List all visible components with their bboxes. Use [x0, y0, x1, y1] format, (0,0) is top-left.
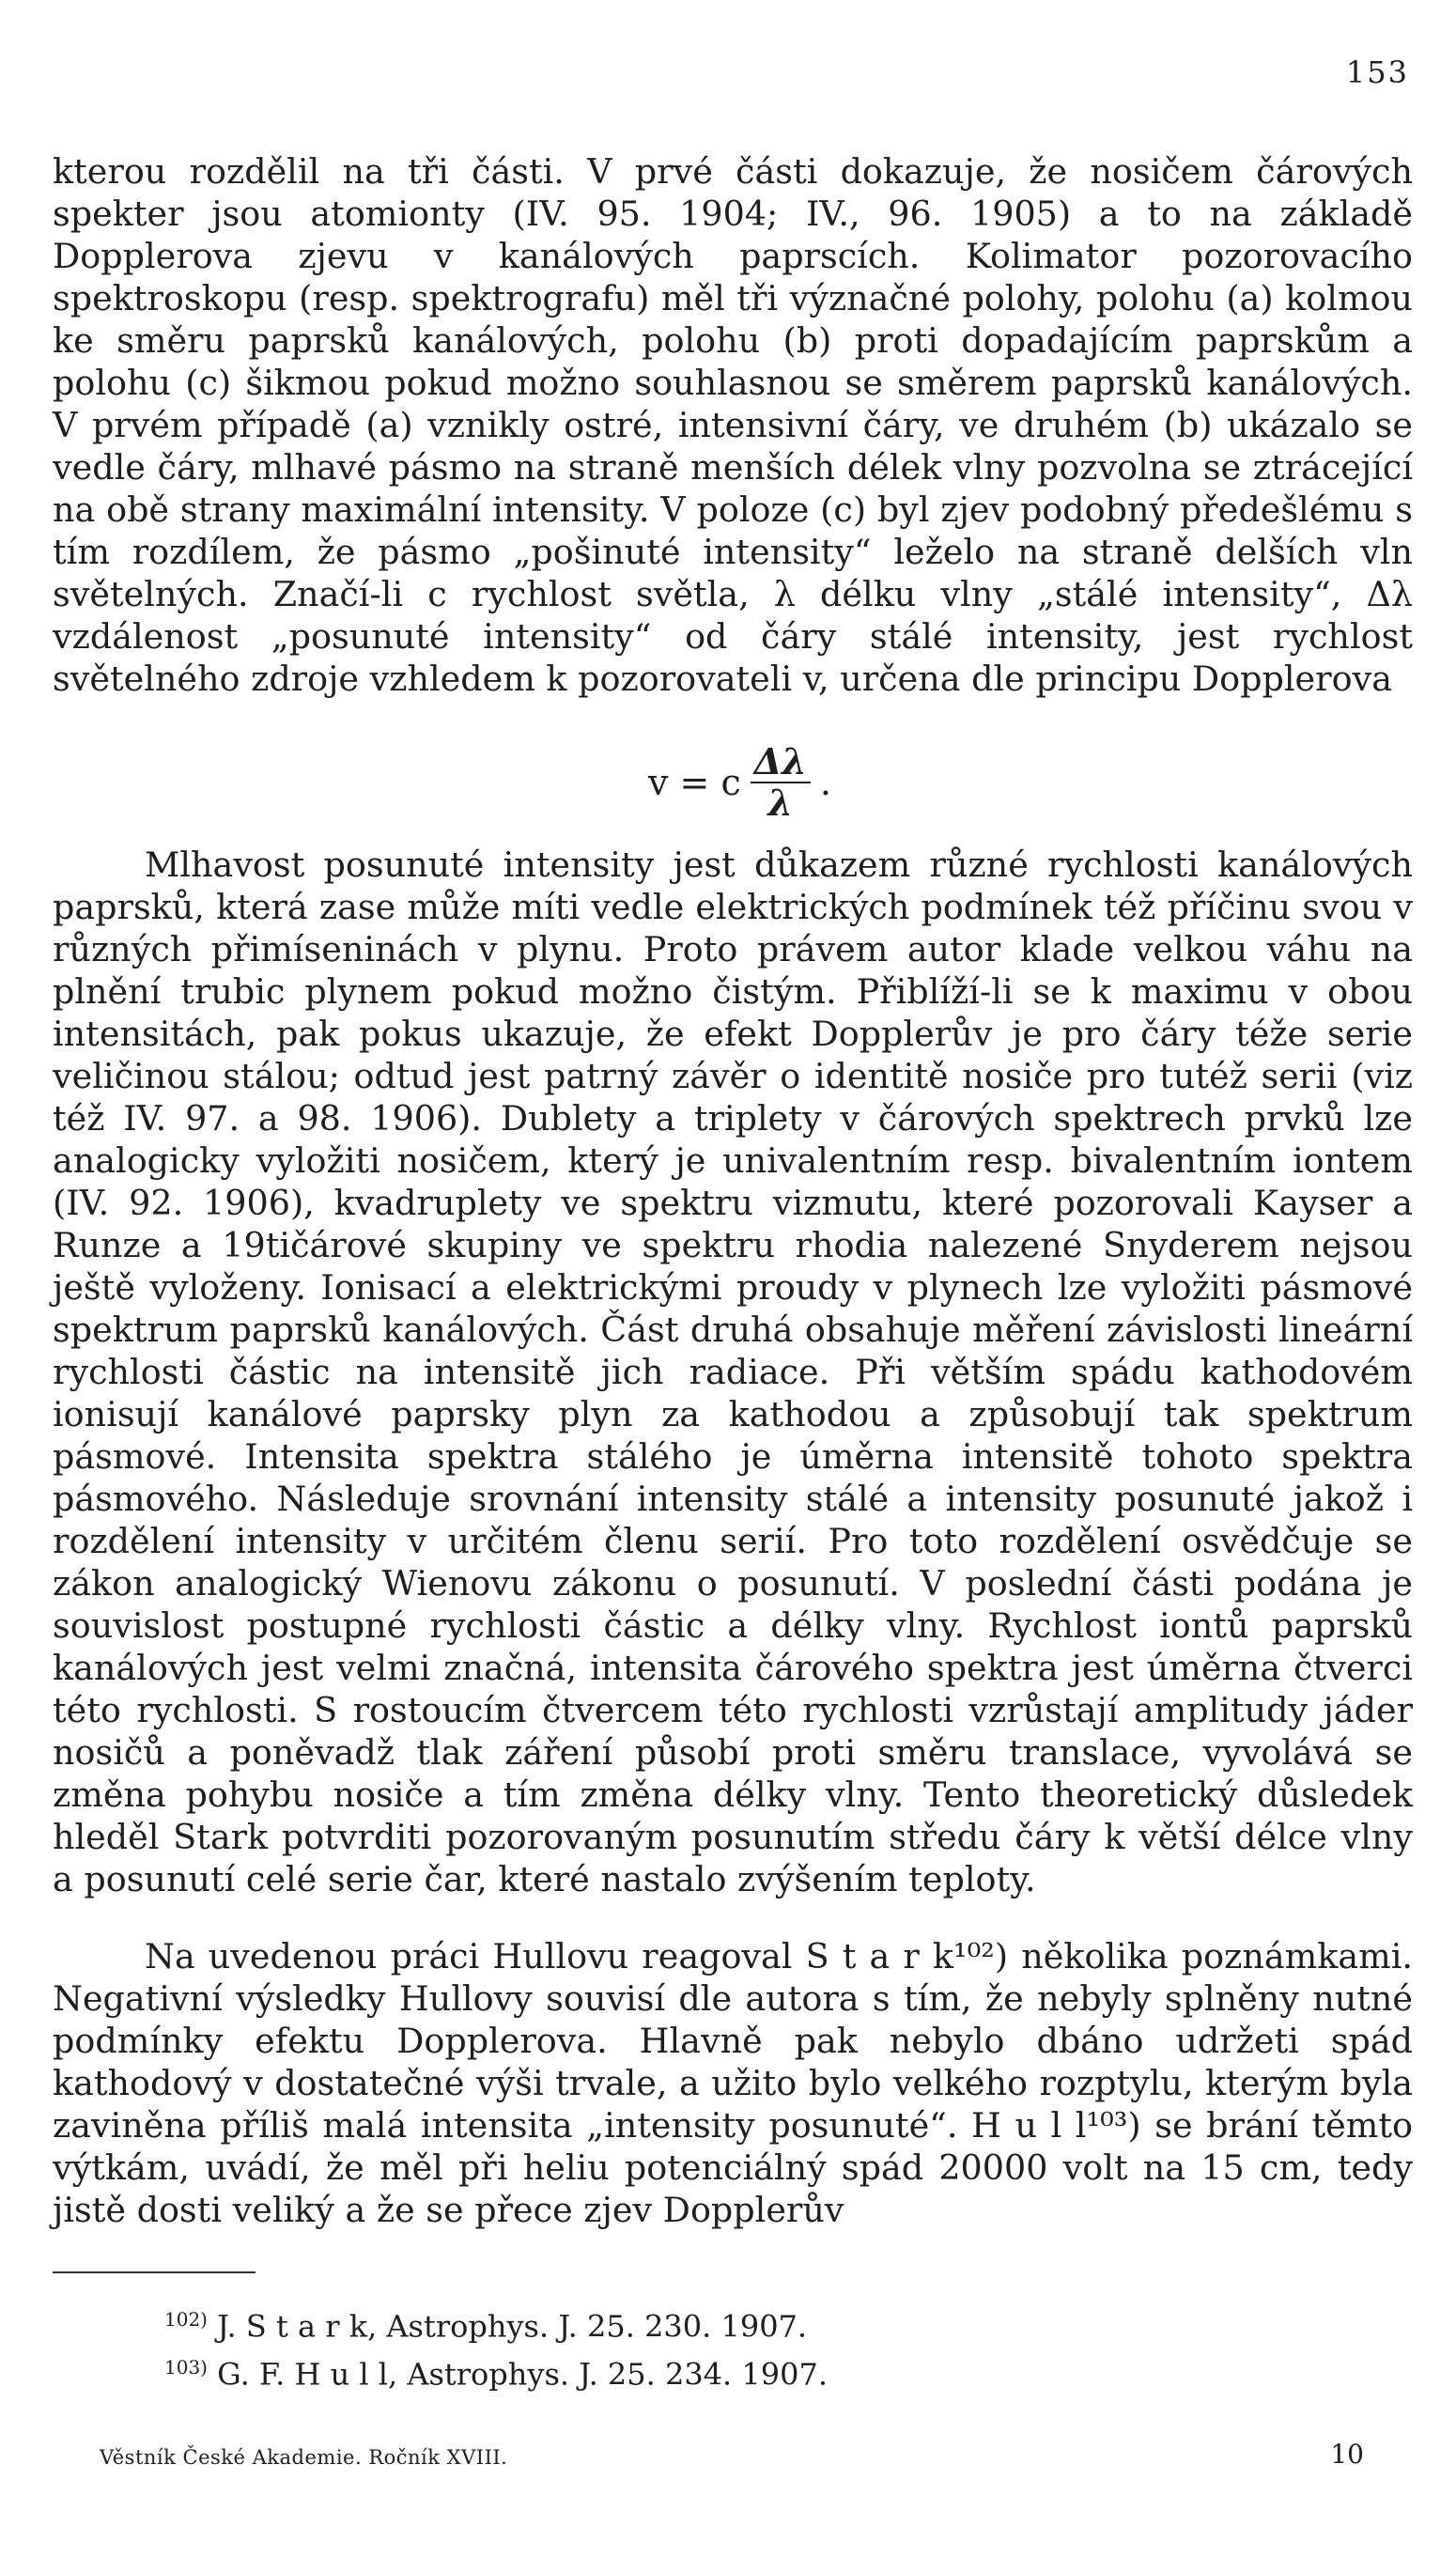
body-paragraph-3: Na uvedenou práci Hullovu reagoval S t a r k¹⁰²) několika poznámkami. Negativní výsledky Hullovy souvisí dle autora s tím, že nebyly splněny nutné podmínky efektu Dopplerova. Hlavně pak nebylo dbáno udržeti spád kathodový v dostatečné výši trvale, a užito bylo velkého rozptylu, kterým byla zaviněna příliš malá intensita „intensity posunuté“. H u l l¹⁰³) se brání těmto výtkám, uvádí, že měl při heliu potenciálný spád 20000 volt na 15 cm, tedy jistě dosti veliký a že se přece zjev Dopplerův — [53, 1936, 1413, 2230]
footnote-text: J. S t a r k, Astrophys. J. 25. 230. 1907. — [217, 2308, 808, 2345]
formula-trail: . — [819, 762, 831, 803]
signature-mark: 10 — [1330, 2439, 1364, 2470]
formula-lhs: v = c — [648, 762, 741, 803]
formula-denominator: λ — [767, 782, 794, 824]
footnote-mark: 102) — [164, 2308, 208, 2331]
page-number: 153 — [1345, 54, 1409, 90]
body-paragraph-2: Mlhavost posunuté intensity jest důkazem různé rychlosti kanálových paprsků, která zase může míti vedle elektrických podmínek též příčinu svou v různých přimíseninách v plynu. Proto právem autor klade velkou váhu na plnění trubic plynem pokud možno čistým. Přiblíží-li se k maximu v obou intensitách, pak pokus ukazuje, že efekt Dopplerův je pro čáry téže serie veličinou stálou; odtud jest patrný závěr o identitě nosiče pro tutéž serii (viz též IV. 97. a 98. 1906). Dublety a triplety v čárových spektrech prvků lze analogicky vyložiti nosičem, který je univalentním resp. bivalentním iontem (IV. 92. 1906), kvadruplety ve spektru vizmutu, které pozorovali Kayser a Runze a 19tičárové skupiny ve spektru rhodia nalezené Snyderem nejsou ještě vyloženy. Ionisací a elektrickými proudy v plynech lze vyložiti pásmové spektrum paprsků kanálových. Část druhá obsahuje měření závislosti lineární rychlosti částic na intensitě jich radiace. Při větším spádu kathodovém ionisují kanálové paprsky plyn za kathodou a způsobují tak spektrum pásmové. Intensita spektra stálého je úměrna intensitě tohoto spektra pásmového. Následuje srovnání intensity stálé a intensity posunuté jakož i rozdělení intensity v určitém členu serií. Pro toto rozdělení osvědčuje se zákon analogický Wienovu zákonu o posunutí. V poslední části podána je souvislost postupné rychlosti částic a délky vlny. Rychlost iontů paprsků kanálových jest velmi značná, intensita čárového spektra jest úměrna čtverci této rychlosti. S rostoucím čtvercem této rychlosti vzrůstají amplitudy jáder nosičů a poněvadž tlak záření působí proti směru translace, vyvolává se změna pohybu nosiče a tím změna délky vlny. Tento theoretický důsledek hleděl Stark potvrditi pozorovaným posunutím středu čáry k větší délce vlny a posunutí celé serie čar, které nastalo zvýšením teploty. — [53, 845, 1413, 1899]
footnote-divider — [53, 2271, 256, 2273]
footnote-102 — [164, 2300, 828, 2348]
formula-fraction — [751, 742, 811, 823]
formula-numerator: Δλ — [751, 742, 811, 783]
footnote-text: G. F. H u l l, Astrophys. J. 25. 234. 1907. — [217, 2356, 828, 2393]
doppler-formula — [648, 742, 831, 823]
journal-footer: Věstník České Akademie. Ročník XVIII. — [100, 2446, 508, 2469]
footnote-103 — [164, 2348, 828, 2395]
footnote-mark: 103) — [164, 2355, 208, 2379]
body-paragraph-1: kterou rozdělil na tři části. V prvé části dokazuje, že nosičem čárových spekter jsou atomionty (IV. 95. 1904; IV., 96. 1905) a to na základě Dopplerova zjevu v kanálových paprscích. Kolimator pozorovacího spektroskopu (resp. spektrografu) měl tři význačné polohy, polohu (a) kolmou ke směru paprsků kanálových, polohu (b) proti dopadajícím paprskům a polohu (c) šikmou pokud možno souhlasnou se směrem paprsků kanálových. V prvém případě (a) vznikly ostré, intensivní čáry, ve druhém (b) ukázalo se vedle čáry, mlhavé pásmo na straně menších délek vlny pozvolna se ztrácející na obě strany maximální intensity. V poloze (c) byl zjev podobný předešlému s tím rozdílem, že pásmo „pošinuté intensity“ leželo na straně delších vln světelných. Značí-li c rychlost světla, λ délku vlny „stálé intensity“, Δλ vzdálenost „posunuté intensity“ od čáry stálé intensity, jest rychlost světelného zdroje vzhledem k pozorovateli v, určena dle principu Dopplerova — [53, 151, 1413, 699]
footnotes — [164, 2300, 828, 2394]
